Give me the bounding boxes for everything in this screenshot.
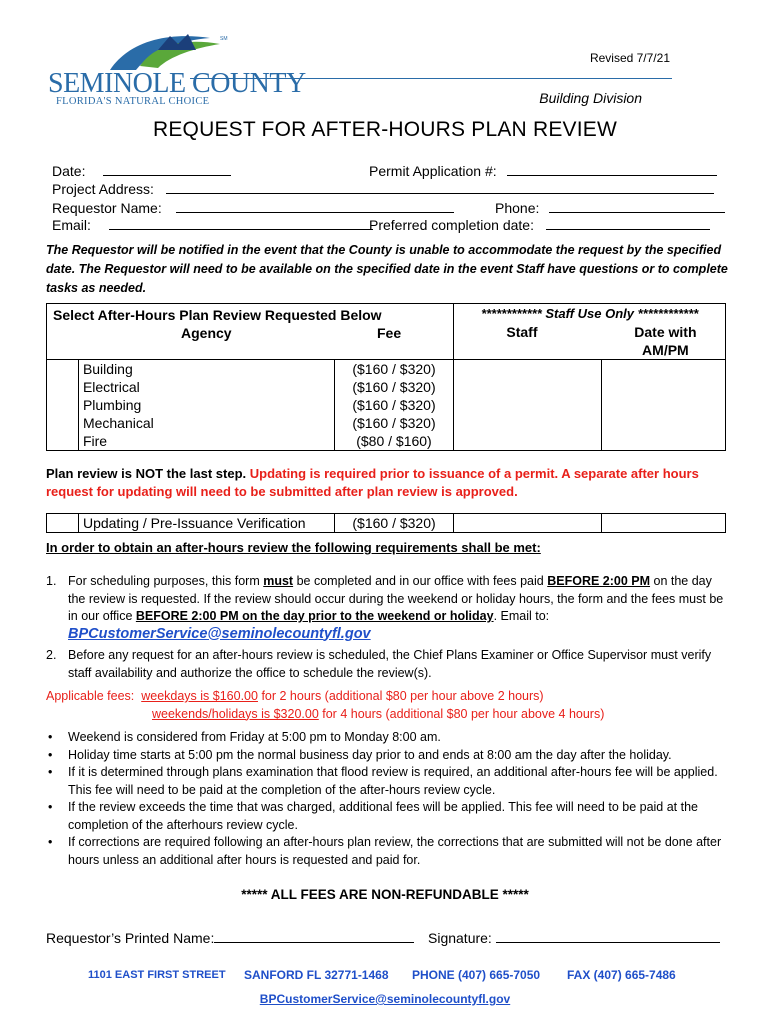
- item1-must: must: [263, 574, 294, 588]
- phone-field-row: [495, 199, 725, 216]
- staff-entry-cell[interactable]: [454, 360, 602, 451]
- county-logo: [48, 30, 306, 110]
- requestor-label: Requestor Name:: [52, 200, 162, 216]
- item1-part-c: on the day the review is requested. If the review should occur during the weekend or holiday hours, the form and the fees must be in our office: [68, 574, 724, 623]
- signature-row: [428, 929, 720, 946]
- agency-fire: Fire: [82, 433, 108, 449]
- staff-subheaders: [458, 323, 721, 359]
- address-label: Project Address:: [52, 181, 154, 197]
- select-header: Select After-Hours Plan Review Requested Below: [53, 307, 382, 323]
- agency-mechanical: Mechanical: [82, 415, 154, 431]
- bullet-flood-review: • If it is determined through plans examination that flood review is required, an additional after-hours fee will be applied. This fee will need to be paid at the completion of the after-hours review cycle.: [46, 764, 728, 799]
- phone-label: Phone:: [495, 200, 540, 216]
- footer-city: SANFORD FL 32771-1468: [244, 968, 389, 982]
- permit-field-row: [369, 162, 717, 179]
- fees-label: Applicable fees:: [46, 689, 135, 703]
- requirements-heading: In order to obtain an after-hours review the following requirements shall be met:: [46, 540, 541, 555]
- item1-part-a: For scheduling purposes, this form: [68, 574, 264, 588]
- updating-staff-cell[interactable]: [454, 514, 602, 533]
- fee-building: ($160 / $320): [352, 361, 436, 377]
- policy-bullets: [46, 729, 728, 869]
- date-input-line[interactable]: [103, 162, 231, 176]
- applicable-fees: [46, 688, 728, 723]
- date-ampm-header: Date with AM/PM: [634, 324, 697, 358]
- date-entry-cell[interactable]: [602, 360, 726, 451]
- plan-review-note-black: Plan review is NOT the last step.: [46, 466, 250, 481]
- bullet-exceeds-time: • If the review exceeds the time that was charged, additional fees will be applied. This fee will need to be paid at the completion of the afterhours review cycle.: [46, 799, 728, 834]
- fee-plumbing: ($160 / $320): [352, 397, 436, 413]
- table-body-row: [47, 360, 726, 451]
- item1-text: [46, 573, 728, 643]
- completion-input-line[interactable]: [546, 216, 710, 230]
- fees-weekends-line: [46, 706, 728, 724]
- email-label: Email:: [52, 217, 91, 233]
- updating-date-cell[interactable]: [602, 514, 726, 533]
- printed-name-line[interactable]: [214, 929, 414, 943]
- email-field-row: [52, 216, 373, 233]
- logo-text: SEMINOLE COUNTY: [48, 68, 306, 99]
- staff-use-header: [458, 305, 721, 323]
- updating-row: [47, 514, 726, 533]
- item1-part-b: be completed and in our office with fees paid: [293, 574, 548, 588]
- updating-fee: ($160 / $320): [334, 514, 454, 533]
- table-header-row: [47, 304, 726, 360]
- permit-label: Permit Application #:: [369, 163, 497, 179]
- date-label: Date:: [52, 163, 86, 179]
- signature-line[interactable]: [496, 929, 720, 943]
- requestor-input-line[interactable]: [176, 199, 454, 213]
- updating-table: [46, 513, 726, 533]
- fee-mechanical: ($160 / $320): [352, 415, 436, 431]
- date-field-row: [52, 162, 231, 179]
- updating-checkbox[interactable]: [47, 514, 79, 533]
- agency-plumbing: Plumbing: [82, 397, 142, 413]
- footer-email-link[interactable]: BPCustomerService@seminolecountyfl.gov: [259, 992, 511, 1006]
- item1-number: 1.: [46, 574, 57, 588]
- fee-fire: ($80 / $160): [356, 433, 432, 449]
- svg-text:SM: SM: [220, 36, 228, 42]
- staff-use-header-cell: [454, 304, 726, 360]
- item1-part-d: . Email to:: [493, 609, 550, 623]
- fees-weekdays: weekdays is $160.00: [141, 689, 258, 703]
- address-input-line[interactable]: [166, 180, 714, 194]
- bullet-holiday: • Holiday time starts at 5:00 pm the normal business day prior to and ends at 8:00 am the day after the holiday.: [46, 747, 728, 765]
- page-title: REQUEST FOR AFTER-HOURS PLAN REVIEW: [152, 118, 617, 141]
- agency-electrical: Electrical: [82, 379, 140, 395]
- agency-cell-list: [78, 360, 334, 451]
- logo-tagline: FLORIDA'S NATURAL CHOICE: [56, 96, 210, 107]
- agency-building: Building: [82, 361, 133, 377]
- fee-header: Fee: [377, 325, 402, 341]
- select-header-cell: [47, 304, 454, 360]
- fees-weekends: weekends/holidays is $320.00: [152, 706, 319, 721]
- checkbox-column[interactable]: [47, 360, 79, 451]
- footer-street: 1101 EAST FIRST STREET: [88, 969, 226, 981]
- notice-text: The Requestor will be notified in the event that the County is unable to accommodate the request by the specified date. The Requestor will need to be available on the specified date in the event Staff have questions or to complete tasks as needed.: [46, 243, 728, 295]
- address-field-row: [52, 180, 714, 197]
- item1-deadline-holiday: BEFORE 2:00 PM on the day prior to the weekend or holiday: [135, 609, 494, 623]
- item1-email-link[interactable]: BPCustomerService@seminolecountyfl.gov: [68, 625, 371, 642]
- signature-label: Signature:: [428, 930, 492, 946]
- updating-agency: Updating / Pre-Issuance Verification: [78, 514, 334, 533]
- revised-date: Revised 7/7/21: [589, 51, 670, 65]
- email-input-line[interactable]: [109, 216, 373, 230]
- requestor-field-row: [52, 199, 454, 216]
- plan-review-note-red: Updating is required prior to issuance of a permit. A separate after hours request for updating will need to be submitted after plan review is approved.: [46, 466, 699, 499]
- agency-header: Agency: [181, 325, 232, 341]
- plan-review-note: [46, 465, 728, 501]
- item2-number: 2.: [46, 648, 57, 662]
- footer-phone: PHONE (407) 665-7050: [412, 968, 541, 982]
- printed-name-label: Requestor’s Printed Name:: [46, 930, 215, 946]
- division-name: Building Division: [539, 90, 642, 106]
- item1-deadline: BEFORE 2:00 PM: [547, 574, 651, 588]
- completion-field-row: [369, 216, 710, 233]
- fees-weekends-rest: for 4 hours (additional $80 per hour above 4 hours): [318, 706, 605, 721]
- fee-electrical: ($160 / $320): [352, 379, 436, 395]
- permit-input-line[interactable]: [507, 162, 717, 176]
- requirement-item-2: [46, 647, 728, 682]
- review-request-table: [46, 303, 726, 451]
- phone-input-line[interactable]: [549, 199, 725, 213]
- fees-weekdays-line: [46, 688, 728, 706]
- agency-fee-headers: [51, 324, 449, 342]
- completion-label: Preferred completion date:: [369, 217, 534, 233]
- printed-name-row: [46, 929, 414, 946]
- nonrefundable-notice: ***** ALL FEES ARE NON-REFUNDABLE *****: [241, 887, 529, 902]
- header-rule: [190, 78, 672, 79]
- footer-fax: FAX (407) 665-7486: [567, 968, 676, 982]
- item2-text: Before any request for an after-hours review is scheduled, the Chief Plans Examiner or Office Supervisor must verify staff availability and authorize the office to schedule the review(s).: [68, 648, 712, 680]
- staff-header: Staff: [506, 324, 538, 340]
- requirement-item-1: [46, 573, 728, 643]
- fee-cell-list: [334, 360, 454, 451]
- fees-weekdays-rest: for 2 hours (additional $80 per hour above 2 hours): [257, 689, 544, 703]
- bullet-corrections: • If corrections are required following an after-hours plan review, the corrections that are submitted will not be done after hours unless an additional after hours is requested and paid for.: [46, 834, 728, 869]
- staff-use-label: ************ Staff Use Only ************: [481, 306, 699, 321]
- bullet-weekend: • Weekend is considered from Friday at 5:00 pm to Monday 8:00 am.: [46, 729, 728, 747]
